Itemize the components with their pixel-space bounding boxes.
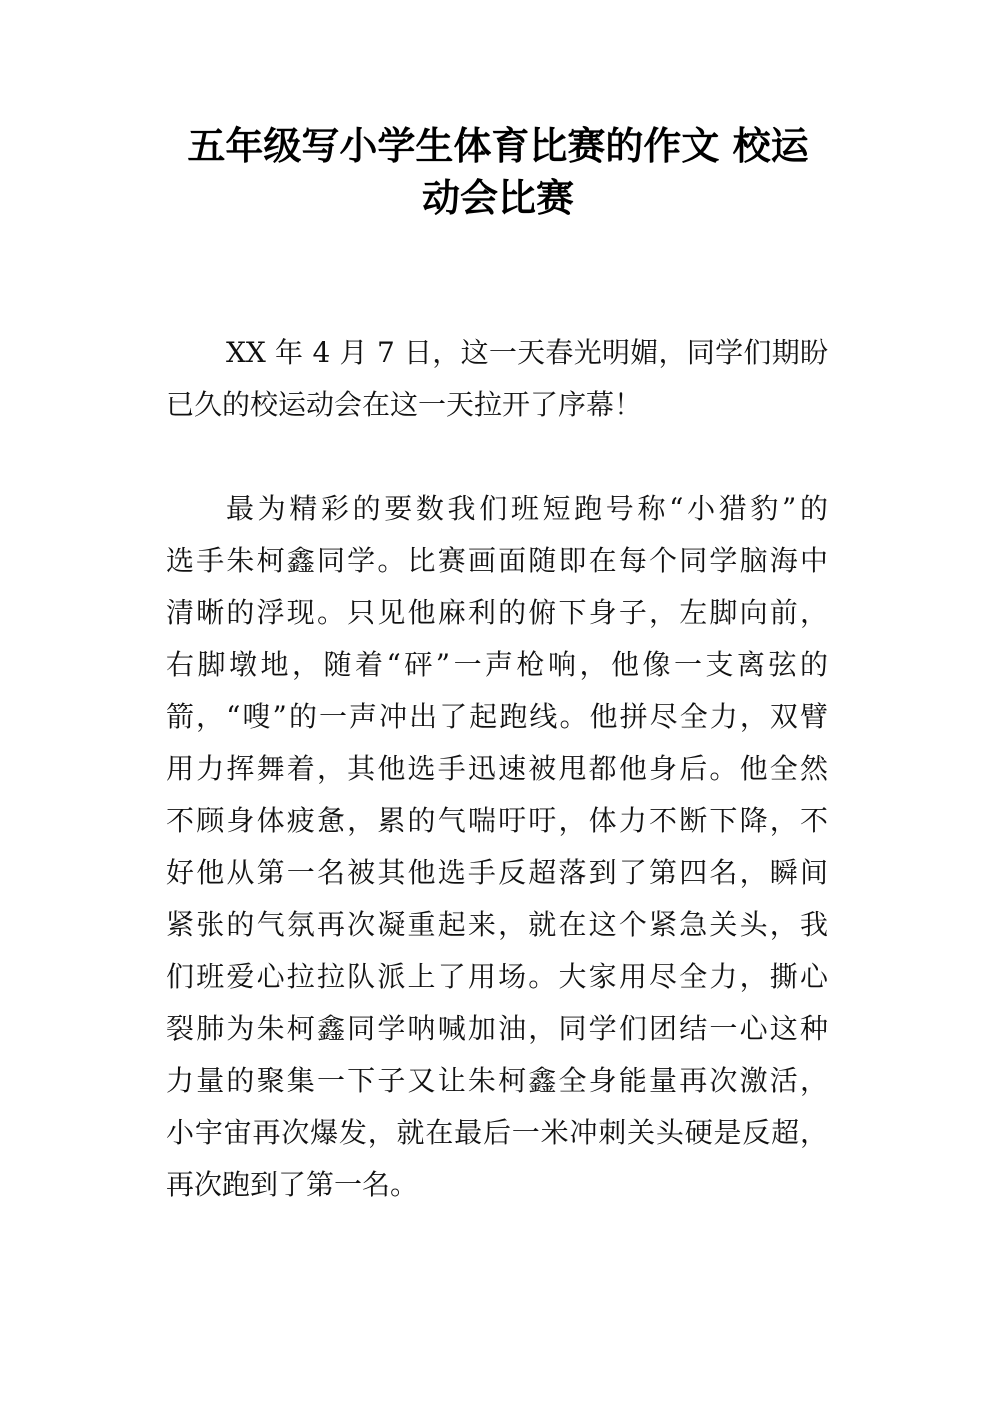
text-line: XX 年 4 月 7 日，这一天春光明媚，同学们期盼 [226,336,828,369]
text-line: 最为精彩的要数我们班短跑号称“小猎豹”的 [226,492,828,525]
title-line: 五年级写小学生体育比赛的作文 校运 [187,124,809,168]
paragraph-race [166,483,828,1211]
text-line: 紧张的气氛再次凝重起来，就在这个紧急关头，我 [166,908,828,941]
title-line: 动会比赛 [421,176,574,220]
text-line: 好他从第一名被其他选手反超落到了第四名，瞬间 [166,856,828,889]
text-line: 选手朱柯鑫同学。比赛画面随即在每个同学脑海中 [166,544,828,577]
text-line: 裂肺为朱柯鑫同学呐喊加油，同学们团结一心这种 [166,1012,828,1045]
text-line: 用力挥舞着，其他选手迅速被甩都他身后。他全然 [166,752,828,785]
text-line: 已久的校运动会在这一天拉开了序幕！ [166,388,643,421]
text-line: 们班爱心拉拉队派上了用场。大家用尽全力，撕心 [166,960,828,993]
paragraph-intro [166,327,828,431]
text-line: 清晰的浮现。只见他麻利的俯下身子，左脚向前， [166,596,828,629]
text-line: 力量的聚集一下子又让朱柯鑫全身能量再次激活， [166,1064,828,1097]
document-title [166,120,830,224]
text-line: 右脚墩地，随着“砰”一声枪响，他像一支离弦的 [166,648,828,681]
text-line: 再次跑到了第一名。 [166,1168,419,1201]
text-line: 小宇宙再次爆发，就在最后一米冲刺关头硬是反超， [166,1116,828,1149]
text-line: 箭，“嗖”的一声冲出了起跑线。他拼尽全力，双臂 [166,700,828,733]
text-line: 不顾身体疲惫，累的气喘吁吁，体力不断下降，不 [166,804,828,837]
